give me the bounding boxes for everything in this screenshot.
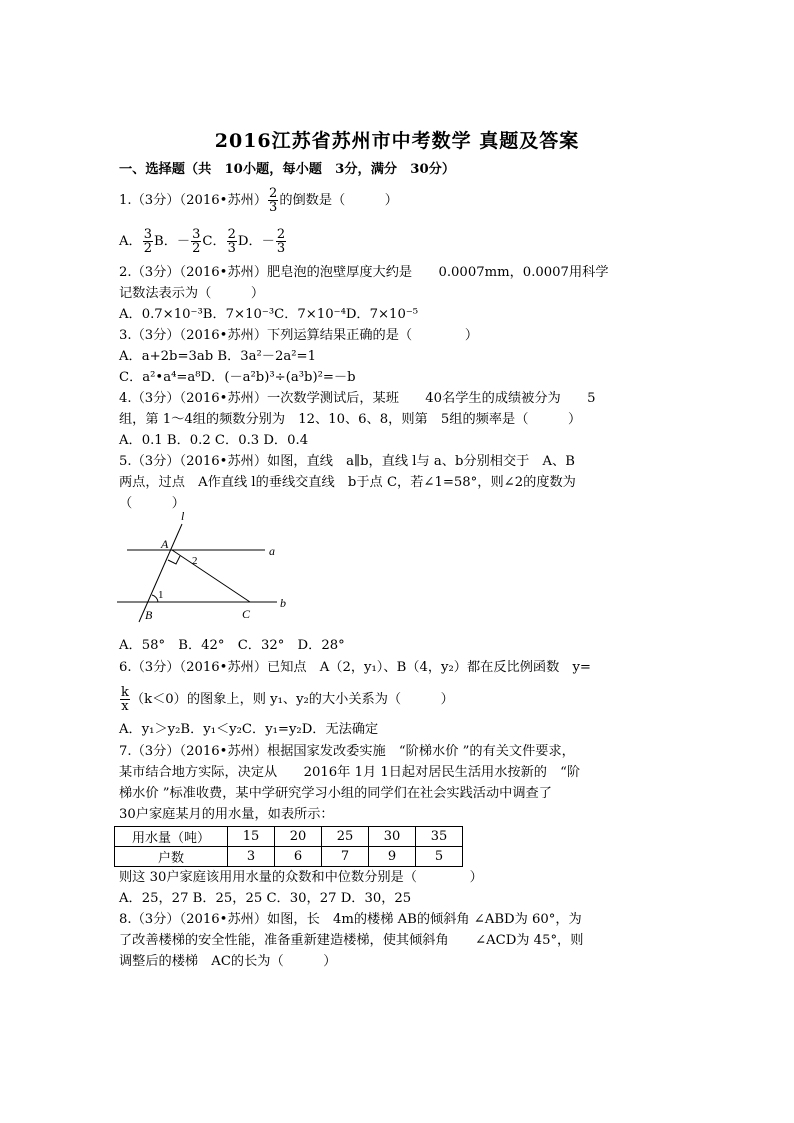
question-8-line2: 了改善楼梯的安全性能，准备重新建造楼梯，使其倾斜角 ∠ACD为 45°，则	[119, 933, 584, 948]
label-angle-1: 1	[158, 589, 164, 601]
question-4-line1: 4.（3分）（2016•苏州）一次数学测试后，某班 40名学生的成绩被分为 5	[119, 391, 596, 406]
question-4-options: A．0.1 B．0.2 C．0.3 D．0.4	[119, 433, 309, 448]
question-8-line3: 调整后的楼梯 AC的长为（ ）	[119, 954, 337, 969]
q1-opt-d-num: 2	[276, 227, 286, 242]
page-title: 2016江苏省苏州市中考数学 真题及答案	[214, 130, 580, 152]
question-2-options: A．0.7×10⁻³B．7×10⁻³C．7×10⁻⁴D．7×10⁻⁵	[119, 307, 419, 322]
table-cell: 35	[416, 827, 463, 847]
q6-fraction	[120, 686, 130, 713]
table-cell: 15	[228, 827, 275, 847]
question-7-line5: 则这 30户家庭该用用水量的众数和中位数分别是（ ）	[119, 870, 483, 885]
question-7-options: A．25，27 B．25，25 C．30，27 D．30，25	[119, 891, 412, 906]
label-point-b: B	[145, 608, 153, 622]
q1-opt-d-frac	[276, 228, 286, 255]
q1-opt-a-frac	[143, 228, 153, 255]
table-cell: 25	[322, 827, 369, 847]
table-header-households: 户数	[115, 847, 228, 867]
right-angle-mark	[168, 556, 180, 564]
q1-fraction	[268, 187, 278, 214]
q1-opt-a-num: 3	[143, 227, 152, 242]
table-cell: 30	[369, 827, 416, 847]
q1-suffix: 的倒数是（ ）	[279, 193, 398, 208]
q1-opt-a: A．	[119, 234, 142, 249]
table-row	[115, 847, 463, 867]
question-3-options-cd: C．a²•a⁴=a⁸D．(－a²b)³÷(a³b)²=－b	[119, 370, 356, 385]
q1-opt-d: D．－	[237, 234, 275, 249]
question-7-line3: 梯水价 ”标准收费，某中学研究学习小组的同学们在社会实践活动中调查了	[119, 786, 552, 801]
question-4-line2: 组，第 1～4组的频数分别为 12、10、6、8，则第 5组的频率是（ ）	[119, 412, 582, 427]
q1-opt-a-den: 2	[143, 241, 152, 256]
q1-opt-c-frac	[227, 228, 237, 255]
table-header-usage: 用水量（吨）	[115, 827, 228, 847]
q1-opt-b-den: 2	[192, 241, 201, 256]
table-cell: 3	[228, 847, 275, 867]
table-cell: 6	[275, 847, 322, 867]
q1-frac-den: 3	[269, 200, 278, 215]
label-point-c: C	[242, 607, 251, 621]
q6-frac-den: x	[121, 699, 129, 714]
q1-opt-b-num: 3	[192, 227, 201, 242]
label-angle-2: 2	[192, 555, 198, 567]
label-point-a: A	[161, 537, 169, 551]
geometry-figure	[115, 512, 295, 624]
table-cell: 9	[369, 847, 416, 867]
table-row	[115, 827, 463, 847]
question-6-options: A．y₁＞y₂B．y₁＜y₂C．y₁=y₂D．无法确定	[119, 722, 379, 737]
q1-opt-c: C．	[202, 234, 226, 249]
label-b: b	[280, 596, 286, 610]
table-cell: 20	[275, 827, 322, 847]
question-8-line1: 8.（3分）（2016•苏州）如图，长 4m的楼梯 AB的倾斜角 ∠ABD为 60°，为	[119, 912, 582, 927]
question-5-line2: 两点，过点 A作直线 l的垂线交直线 b于点 C，若∠1=58°，则∠2的度数为	[119, 475, 576, 490]
q1-opt-b: B．－	[154, 234, 191, 249]
question-6-line1: 6.（3分）（2016•苏州）已知点 A（2，y₁）、B（4，y₂）都在反比例函数 y=	[119, 660, 591, 675]
q1-opt-d-den: 3	[276, 241, 286, 256]
water-usage-table	[114, 826, 463, 867]
question-5-line3: （ ）	[119, 496, 185, 511]
question-6-line2	[119, 686, 454, 713]
question-7-line1: 7.（3分）（2016•苏州）根据国家发改委实施 “阶梯水价 ”的有关文件要求，	[119, 744, 575, 759]
q1-prefix: 1.（3分）（2016•苏州）	[119, 193, 268, 208]
q6-frac-num: k	[121, 685, 129, 700]
table-cell: 5	[416, 847, 463, 867]
question-7-line4: 30户家庭某月的用水量，如表所示：	[119, 807, 334, 822]
q1-frac-num: 2	[269, 186, 278, 201]
question-1	[119, 187, 398, 214]
question-1-options	[119, 228, 287, 255]
question-3-options-ab: A．a+2b=3ab B．3a²－2a²=1	[119, 349, 316, 364]
question-2-line2: 记数法表示为（ ）	[119, 286, 265, 301]
question-2-line1: 2.（3分）（2016•苏州）肥皂泡的泡壁厚度大约是 0.0007mm，0.0007用科学	[119, 265, 609, 280]
label-a: a	[269, 544, 275, 558]
question-3-line1: 3.（3分）（2016•苏州）下列运算结果正确的是（ ）	[119, 328, 479, 343]
table-cell: 7	[322, 847, 369, 867]
q1-opt-b-frac	[191, 228, 201, 255]
q1-opt-c-den: 3	[227, 241, 236, 256]
question-5-options: A．58° B．42° C．32° D．28°	[119, 638, 345, 653]
question-5-line1: 5.（3分）（2016•苏州）如图，直线 a∥b，直线 l与 a、b分别相交于 A、B	[119, 454, 575, 469]
segment-ac	[172, 550, 250, 602]
section-heading: 一、选择题（共 10小题，每小题 3分，满分 30分）	[119, 162, 456, 177]
q1-opt-c-num: 2	[227, 227, 236, 242]
question-7-line2: 某市结合地方实际，决定从 2016年 1月 1日起对居民生活用水按新的 “阶	[119, 765, 581, 780]
q6-line2-text: （k＜0）的图象上，则 y₁、y₂的大小关系为（ ）	[130, 692, 454, 707]
label-l: l	[181, 512, 185, 523]
